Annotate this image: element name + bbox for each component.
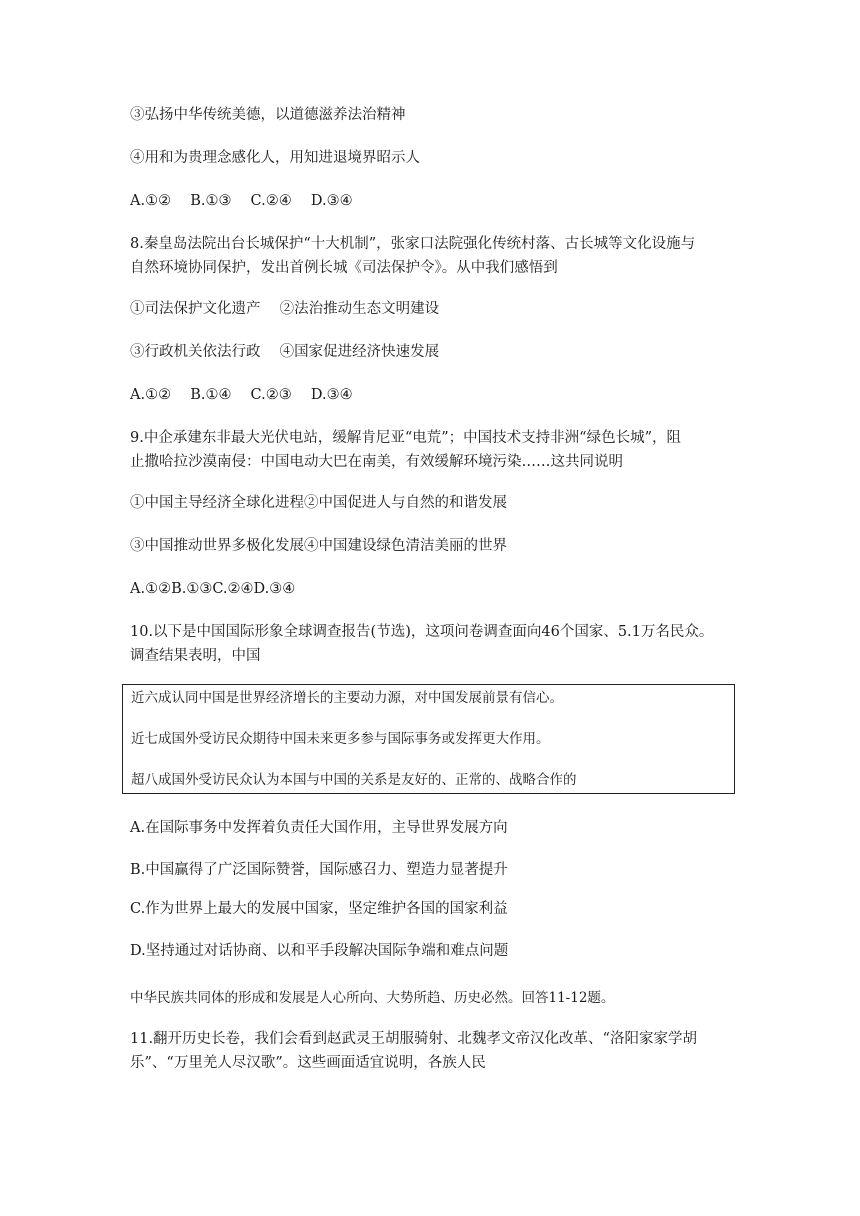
q10-stem-line-2: 调查结果表明，中国 <box>130 648 261 664</box>
survey-line-1: 近六成认同中国是世界经济增长的主要动力源，对中国发展前景有信心。 <box>131 690 563 706</box>
q11-stem-line-2: 乐”、“万里羌人尽汉歌”。这些画面适宜说明，各族人民 <box>130 1055 486 1071</box>
q8-choices: A.①② B.①④ C.②③ D.③④ <box>130 387 353 403</box>
q8-stem-line-2: 自然环境协同保护，发出首例长城《司法保护令》。从中我们感悟到 <box>130 260 558 276</box>
q10-stem-line-1: 10.以下是中国国际形象全球调查报告(节选)，这项问卷调查面向46个国家、5.1万名民众。 <box>130 624 714 640</box>
survey-line-2: 近七成国外受访民众期待中国未来更多参与国际事务或发挥更大作用。 <box>131 731 550 747</box>
q9-options-1-2: ①中国主导经济全球化进程②中国促进人与自然的和谐发展 <box>130 495 507 511</box>
q9-options-3-4: ③中国推动世界多极化发展④中国建设绿色清洁美丽的世界 <box>130 538 507 554</box>
q11-stem-line-1: 11.翻开历史长卷，我们会看到赵武灵王胡服骑射、北魏孝文帝汉化改革、“洛阳家家学胡 <box>130 1031 697 1047</box>
q10-option-a: A.在国际事务中发挥着负责任大国作用，主导世界发展方向 <box>130 820 508 836</box>
survey-line-3: 超八成国外受访民众认为本国与中国的关系是友好的、正常的、战略合作的 <box>131 772 577 788</box>
q9-stem-line-2: 止撒哈拉沙漠南侵：中国电动大巴在南美，有效缓解环境污染……这共同说明 <box>130 454 623 470</box>
q10-option-d: D.坚持通过对话协商、以和平手段解决国际争端和难点问题 <box>130 943 509 959</box>
q7-option-3: ③弘扬中华传统美德，以道德滋养法治精神 <box>130 107 406 123</box>
q7-option-4: ④用和为贵理念感化人，用知进退境界昭示人 <box>130 150 420 166</box>
survey-excerpt-box <box>122 684 735 794</box>
q8-options-3-4: ③行政机关依法行政 ④国家促进经济快速发展 <box>130 344 440 360</box>
q10-option-c: C.作为世界上最大的发展中国家，坚定维护各国的国家利益 <box>130 901 508 917</box>
q8-stem-line-1: 8.秦皇岛法院出台长城保护“十大机制”，张家口法院强化传统村落、古长城等文化设施与 <box>130 236 696 252</box>
q9-choices: A.①②B.①③C.②④D.③④ <box>130 581 296 597</box>
section-intro: 中华民族共同体的形成和发展是人心所向、大势所趋、历史必然。回答11-12题。 <box>130 990 615 1006</box>
q9-stem-line-1: 9.中企承建东非最大光伏电站，缓解肯尼亚“电荒”；中国技术支持非洲“绿色长城”，阻 <box>130 430 681 446</box>
q7-choices: A.①② B.①③ C.②④ D.③④ <box>130 193 353 209</box>
q10-option-b: B.中国赢得了广泛国际赞誉，国际感召力、塑造力显著提升 <box>130 862 508 878</box>
q8-options-1-2: ①司法保护文化遗产 ②法治推动生态文明建设 <box>130 301 440 317</box>
